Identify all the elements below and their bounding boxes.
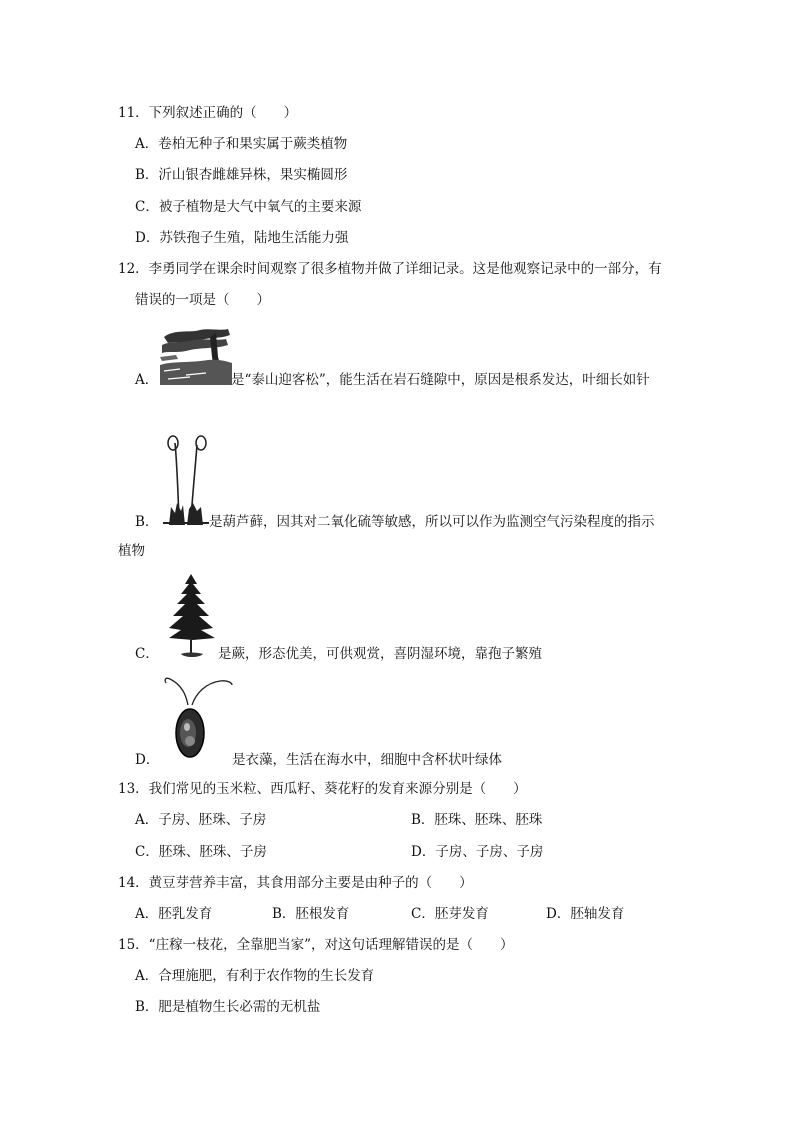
q14-option-b: B．胚根发育 [272, 906, 350, 922]
q12-option-d-letter: D． [135, 752, 160, 768]
q14-option-c: C．胚芽发育 [411, 906, 489, 922]
q12-option-b-text: 是葫芦藓，因其对二氧化硫等敏感，所以可以作为监测空气污染程度的指示 [209, 514, 655, 530]
q11-stem: 11．下列叙述正确的（ ） [118, 105, 298, 121]
q11-option-b: B．沂山银杏雌雄异株，果实椭圆形 [135, 167, 348, 183]
q14-stem: 14．黄豆芽营养丰富，其食用部分主要是由种子的（ ） [118, 875, 473, 891]
q11-option-d: D．苏铁孢子生殖，陆地生活能力强 [135, 230, 349, 246]
q13-option-c: C．胚珠、胚珠、子房 [135, 844, 267, 860]
q15-option-b: B．肥是植物生长必需的无机盐 [135, 999, 321, 1015]
moss-plant-image [163, 433, 209, 525]
q13-option-d: D．子房、子房、子房 [411, 844, 544, 860]
q12-option-c-letter: C． [135, 646, 159, 662]
q14-option-d: D．胚轴发育 [546, 906, 625, 922]
q14-option-a: A．胚乳发育 [135, 906, 213, 922]
q12-option-b-text-cont: 植物 [118, 543, 145, 559]
q12-option-a-letter: A． [135, 372, 159, 388]
fern-plant-image [163, 572, 219, 660]
q12-option-a-text: 是“泰山迎客松”，能生活在岩石缝隙中，原因是根系发达，叶细长如针 [231, 372, 650, 388]
q13-option-a: A．子房、胚珠、子房 [135, 812, 267, 828]
pine-tree-image [160, 327, 232, 385]
q12-option-b-letter: B． [135, 514, 159, 530]
q12-stem-line1: 12．李勇同学在课余时间观察了很多植物并做了详细记录。这是他观察记录中的一部分，有 [118, 261, 662, 277]
q11-option-a: A．卷柏无种子和果实属于蕨类植物 [135, 136, 348, 152]
q15-stem: 15．“庄稼一枝花，全靠肥当家”，对这句话理解错误的是（ ） [118, 937, 514, 953]
q12-option-c-text: 是蕨，形态优美，可供观赏，喜阴湿环境，靠孢子繁殖 [218, 646, 542, 662]
q13-stem: 13．我们常见的玉米粒、西瓜籽、葵花籽的发育来源分别是（ ） [118, 781, 527, 797]
q12-option-d-text: 是衣藻，生活在海水中，细胞中含杯状叶绿体 [232, 752, 502, 768]
q13-option-b: B．胚珠、胚珠、胚珠 [411, 812, 543, 828]
q11-option-c: C．被子植物是大气中氧气的主要来源 [135, 199, 362, 215]
q12-stem-line2: 错误的一项是（ ） [135, 292, 270, 308]
q15-option-a: A．合理施肥，有利于农作物的生长发育 [135, 968, 375, 984]
chlamydomonas-image [160, 675, 234, 767]
